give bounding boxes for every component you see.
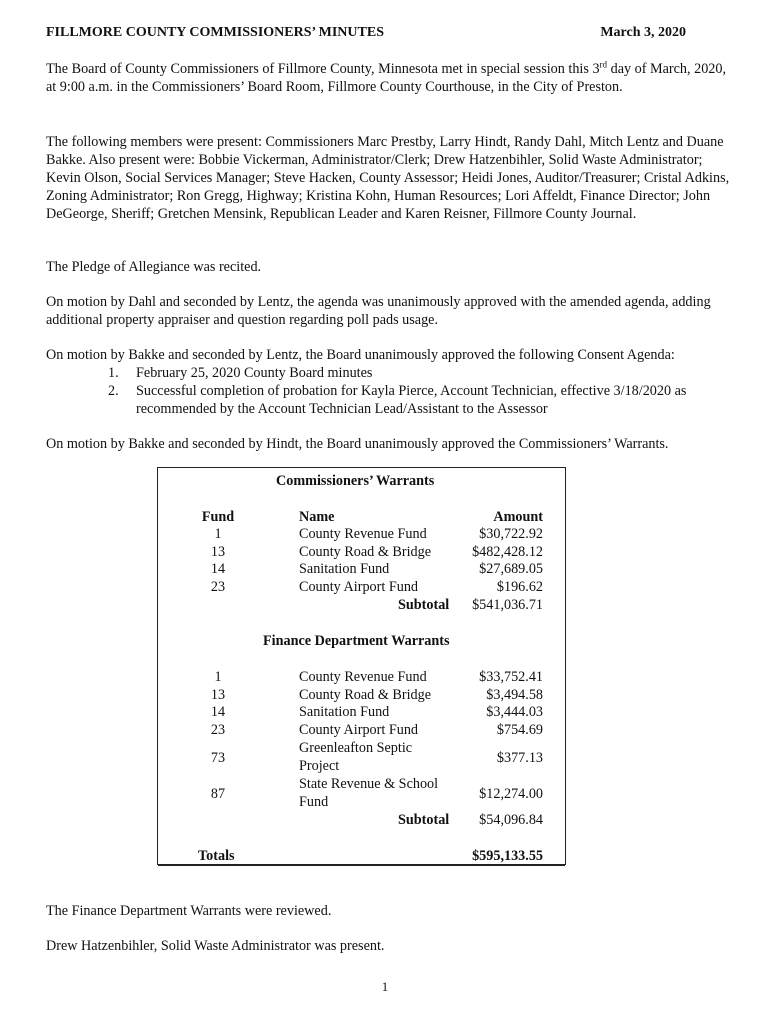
column-header-name: Name [299,509,335,525]
table-row-name: Greenleafton Septic [299,740,413,756]
table-row-name: Sanitation Fund [299,561,390,577]
consent-motion-paragraph: On motion by Bakke and seconded by Lentz, the Board unanimously approved the following Consent Agenda: [46,347,675,363]
agenda-motion-paragraph: On motion by Dahl and seconded by Lentz, the agenda was unanimously approved with the amended agenda, adding additional property appraiser and question regarding poll pads usage. [46,294,711,328]
intro-text-start: The Board of County Commissioners of Fillmore County, Minnesota met in special session this 3 [46,61,600,77]
list-item-number: 2. [108,383,119,399]
page-number: 1 [381,979,389,994]
intro-text-end: day of March, 2020, at 9:00 a.m. in the Commissioners’ Board Room, Fillmore County Courthouse, in the City of Preston. [46,61,727,95]
table-row-amount: $3,444.03 [486,704,543,720]
table-row-amount: $196.62 [496,579,543,595]
totals-label: Totals [198,848,235,864]
intro-paragraph [46,60,736,96]
warrants-table [157,467,566,865]
table-row-name: County Airport Fund [299,579,419,595]
members-paragraph: The following members were present: Commissioners Marc Prestby, Larry Hindt, Randy Dahl, Mitch Lentz and Duane Bakke. Also present were: Bobbie Vickerman, Administrator/Clerk; Drew Hatzenbihler, Solid Waste Administrator; Kevin Olson, Social Services Manager; Steve Hacken, County Assessor; Heidi Jones, Auditor/Treasurer; Cristal Adkins, Zoning Administrator; Ron Gregg, Highway; Kristina Kohn, Human Resources; Lori Affeldt, Finance Director; John DeGeorge, Sheriff; Gretchen Mensink, Republican Leader and Karen Reisner, Fillmore County Journal. [46,134,730,222]
document-title: FILLMORE COUNTY COMMISSIONERS’ MINUTES [46,25,384,40]
table-row-fund: 23 [210,579,226,595]
column-header-amount: Amount [493,509,543,525]
commissioners-subtotal-amount: $541,036.71 [472,597,543,613]
table-row-name: County Revenue Fund [299,526,427,542]
table-row-name: State Revenue & School [299,776,439,792]
list-item-text: Successful completion of probation for Kayla Pierce, Account Technician, effective 3/18/2020 as recommended by the Account Technician Lead/Assistant to the Assessor [136,383,687,417]
pledge-paragraph: The Pledge of Allegiance was recited. [46,259,262,275]
table-row-name: County Road & Bridge [299,687,432,703]
solid-waste-paragraph: Drew Hatzenbihler, Solid Waste Administrator was present. [46,938,385,954]
table-row-name: Sanitation Fund [299,704,390,720]
list-item [108,382,708,418]
finance-reviewed-paragraph: The Finance Department Warrants were reviewed. [46,903,332,919]
document-header [46,24,686,42]
list-item-number: 1. [108,365,119,381]
table-row-amount: $27,689.05 [479,561,543,577]
table-row-fund: 23 [210,722,226,738]
consent-agenda-list [108,364,708,418]
table-row-amount: $33,752.41 [479,669,543,685]
table-row-fund: 13 [210,544,226,560]
finance-warrants-title: Finance Department Warrants [263,633,450,649]
finance-subtotal-amount: $54,096.84 [479,812,543,828]
table-row-fund: 87 [210,786,226,802]
table-row-fund: 14 [210,561,226,577]
commissioners-subtotal-label: Subtotal [398,597,450,613]
table-row-fund: 14 [210,704,226,720]
commissioners-warrants-title: Commissioners’ Warrants [276,473,435,489]
column-header-fund: Fund [201,509,235,525]
table-row-amount: $30,722.92 [479,526,543,542]
table-row-amount: $3,494.58 [486,687,543,703]
table-row-amount: $12,274.00 [479,786,543,802]
list-item [108,364,708,382]
table-row-name-continued: Project [299,758,340,774]
meeting-date: March 3, 2020 [600,25,686,40]
table-row-amount: $482,428.12 [472,544,543,560]
table-row-name: County Road & Bridge [299,544,432,560]
table-row-fund: 73 [210,750,226,766]
table-row-amount: $377.13 [496,750,543,766]
table-row-name: County Revenue Fund [299,669,427,685]
table-row-name-continued: Fund [299,794,329,810]
warrants-motion-paragraph: On motion by Bakke and seconded by Hindt, the Board unanimously approved the Commissioners’ Warrants. [46,436,669,452]
intro-ordinal-suffix: rd [599,59,608,70]
table-row-fund: 1 [214,669,222,685]
table-row-amount: $754.69 [496,722,543,738]
finance-subtotal-label: Subtotal [398,812,450,828]
table-row-fund: 13 [210,687,226,703]
totals-amount: $595,133.55 [472,848,543,864]
list-item-text: February 25, 2020 County Board minutes [136,365,373,381]
table-row-name: County Airport Fund [299,722,419,738]
table-row-fund: 1 [214,526,222,542]
